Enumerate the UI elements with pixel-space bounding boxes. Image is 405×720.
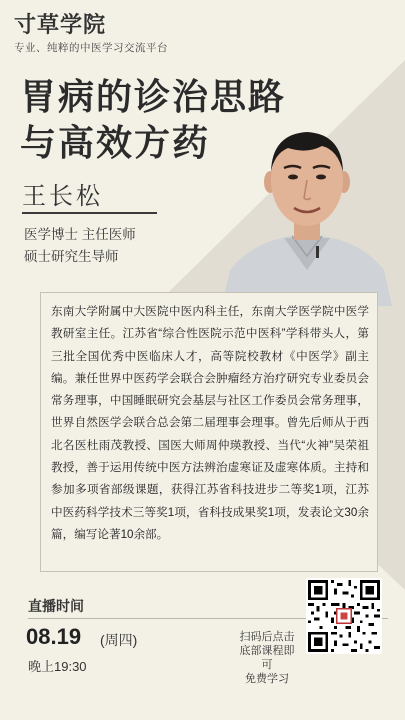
speaker-roles [24,224,136,268]
speaker-portrait [222,120,392,306]
qr-instructions [238,630,296,686]
broadcast-time-label: 直播时间 [28,598,84,614]
broadcast-weekday: (周四) [100,632,138,648]
brand-logo-text: 寸草学院 [14,12,107,37]
broadcast-date: 08.19 [26,624,82,649]
speaker-role-1: 医学博士 主任医师 [24,227,136,242]
qr-instruction-line-1: 扫码后点击 [239,631,295,643]
speaker-bio-text: 东南大学附属中大医院中医内科主任，东南大学医学院中医学教研室主任。江苏省“综合性医院示范中医科”学科带头人，第三批全国优秀中医临床人才，高等院校教材《中医学》副主编。兼任世界中医药学会联合会肿瘤经方治疗研究专业委员会常务理事，中国睡眠研究会基层与社区工作委员会常务理事，世界自然医学会联合总会第二届理事会理事。曾先后师从于西北名医杜雨茂教授、国医大师周仲瑛教授、当代“火神”吴荣祖教授，善于运用传统中医方法辨治虚寒证及虚寒体质。主持和参加多项省部级课题，获得江苏省科技进步二等奖1项，江苏中医药科学技术三等奖1项，省科技成果奖1项，发表论文30余篇，编写论著10余部。 [51,305,369,541]
brand-tagline: 专业、纯粹的中医学习交流平台 [14,42,168,54]
speaker-role-2: 硕士研究生导师 [24,249,119,264]
course-title-line-1: 胃病的诊治思路 [20,76,287,118]
speaker-name: 王长松 [22,183,103,210]
broadcast-time: 晚上19:30 [28,659,87,674]
qr-instruction-line-3: 免费学习 [245,673,289,685]
qr-code-icon[interactable] [306,578,382,654]
qr-instruction-line-2: 底部课程即可 [239,645,295,671]
speaker-name-underline [22,212,157,214]
speaker-bio-box [40,292,378,572]
brand-header [14,12,168,55]
course-title-line-2: 与高效方药 [20,122,211,164]
